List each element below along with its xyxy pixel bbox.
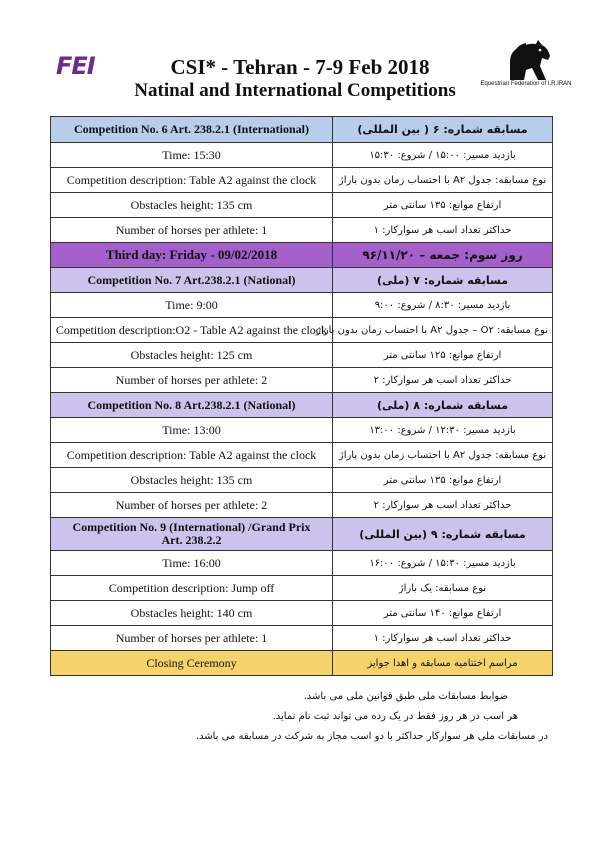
persian-cell: مسابقه شماره: ۶ ( بین المللی)	[333, 117, 553, 143]
table-row	[51, 551, 553, 576]
competition-header-row	[51, 393, 553, 418]
fei-logo	[56, 52, 120, 80]
table-row	[51, 368, 553, 393]
english-cell: Competition No. 7 Art.238.2.1 (National)	[51, 268, 333, 293]
persian-cell: نوع مسابقه: جدول A۲ با احتساب زمان بدون باراژ	[333, 443, 553, 468]
english-cell: Obstacles height: 125 cm	[51, 343, 333, 368]
page-title	[125, 55, 475, 103]
persian-cell: ارتفاع موانع: ۱۳۵ سانتی متر	[333, 193, 553, 218]
persian-cell: حداکثر تعداد اسب هر سوارکار: ۱	[333, 218, 553, 243]
equestrian-federation-logo	[466, 38, 586, 98]
table-row	[51, 168, 553, 193]
day-header-row	[51, 243, 553, 268]
table-row	[51, 143, 553, 168]
table-row	[51, 468, 553, 493]
persian-cell: بازدید مسیر: ۱۲:۳۰ / شروع: ۱۳:۰۰	[333, 418, 553, 443]
english-cell: Time: 15:30	[51, 143, 333, 168]
english-cell: Competition description: Table A2 against the clock	[51, 168, 333, 193]
english-cell: Competition No. 8 Art.238.2.1 (National)	[51, 393, 333, 418]
english-cell: Third day: Friday - 09/02/2018	[51, 243, 333, 268]
persian-cell: نوع مسابقه: O۲ – جدول A۲ با احتساب زمان بدون باراژ	[333, 318, 553, 343]
table-row	[51, 601, 553, 626]
english-cell: Competition description: Table A2 against the clock	[51, 443, 333, 468]
closing-row	[51, 651, 553, 676]
persian-cell: حداکثر تعداد اسب هر سوارکار: ۲	[333, 368, 553, 393]
english-cell: Time: 9:00	[51, 293, 333, 318]
persian-cell: حداکثر تعداد اسب هر سوارکار: ۲	[333, 493, 553, 518]
title-line-1: CSI* - Tehran - 7-9 Feb 2018	[170, 55, 430, 79]
efi-caption: Equestrian Federation of I.R.IRAN	[480, 81, 572, 87]
horse-head-icon	[466, 38, 586, 84]
persian-cell: نوع مسابقه: جدول A۲ با احتساب زمان بدون باراژ	[333, 168, 553, 193]
persian-cell: بازدید مسیر: ۱۵:۰۰ / شروع: ۱۵:۳۰	[333, 143, 553, 168]
table-row	[51, 493, 553, 518]
english-cell: Competition No. 9 (International) /Grand Prix Art. 238.2.2	[51, 518, 333, 551]
table-row	[51, 193, 553, 218]
english-cell: Obstacles height: 140 cm	[51, 601, 333, 626]
persian-cell: ارتفاع موانع: ۱۴۰ سانتی متر	[333, 601, 553, 626]
table-row	[51, 343, 553, 368]
english-cell: Obstacles height: 135 cm	[51, 193, 333, 218]
english-cell: Competition description: Jump off	[51, 576, 333, 601]
persian-cell: مسابقه شماره: ۷ (ملی)	[333, 268, 553, 293]
persian-cell: مراسم اختتامیه مسابقه و اهدا جوایز	[333, 651, 553, 676]
title-line-2: Natinal and International Competitions	[134, 80, 456, 101]
persian-cell: ارتفاع موانع: ۱۲۵ سانتی متر	[333, 343, 553, 368]
persian-cell: مسابقه شماره: ۹ (بین المللی)	[333, 518, 553, 551]
persian-cell: بازدید مسیر: ۱۵:۳۰ / شروع: ۱۶:۰۰	[333, 551, 553, 576]
note-2: هر اسب در هر روز فقط در یک رده می تواند ثبت نام نماید.	[272, 711, 518, 722]
competition-header-row	[51, 268, 553, 293]
english-cell: Competition description:O2 - Table A2 against the clock	[51, 318, 333, 343]
english-cell: Closing Ceremony	[51, 651, 333, 676]
table-row	[51, 318, 553, 343]
english-cell: Time: 16:00	[51, 551, 333, 576]
note-1: ضوابط مسابقات ملی طبق قوانین ملی می باشد.	[303, 691, 508, 702]
persian-cell: نوع مسابقه: یک باراژ	[333, 576, 553, 601]
english-cell: Obstacles height: 135 cm	[51, 468, 333, 493]
competition-header-row	[51, 518, 553, 551]
persian-cell: بازدید مسیر: ۸:۳۰ / شروع: ۹:۰۰	[333, 293, 553, 318]
competition-header-row	[51, 117, 553, 143]
note-3: در مسابقات ملی هر سوارکار حداکثر با دو اسب مجاز به شرکت در مسابقه می باشد.	[195, 731, 548, 742]
persian-cell: مسابقه شماره: ۸ (ملی)	[333, 393, 553, 418]
notes	[48, 688, 548, 748]
persian-cell: حداکثر تعداد اسب هر سوارکار: ۱	[333, 626, 553, 651]
persian-cell: ارتفاع موانع: ۱۳۵ سانتی متر	[333, 468, 553, 493]
english-cell: Number of horses per athlete: 1	[51, 218, 333, 243]
persian-cell: روز سوم: جمعه – ۹۶/۱۱/۲۰	[333, 243, 553, 268]
fei-logo-text: FEI	[56, 52, 95, 80]
table-row	[51, 626, 553, 651]
table-row	[51, 293, 553, 318]
schedule-table	[50, 116, 553, 676]
english-cell: Competition No. 6 Art. 238.2.1 (International)	[51, 117, 333, 143]
table-row	[51, 443, 553, 468]
table-row	[51, 218, 553, 243]
english-cell: Time: 13:00	[51, 418, 333, 443]
english-cell: Number of horses per athlete: 1	[51, 626, 333, 651]
table-row	[51, 576, 553, 601]
english-cell: Number of horses per athlete: 2	[51, 368, 333, 393]
english-cell: Number of horses per athlete: 2	[51, 493, 333, 518]
table-row	[51, 418, 553, 443]
